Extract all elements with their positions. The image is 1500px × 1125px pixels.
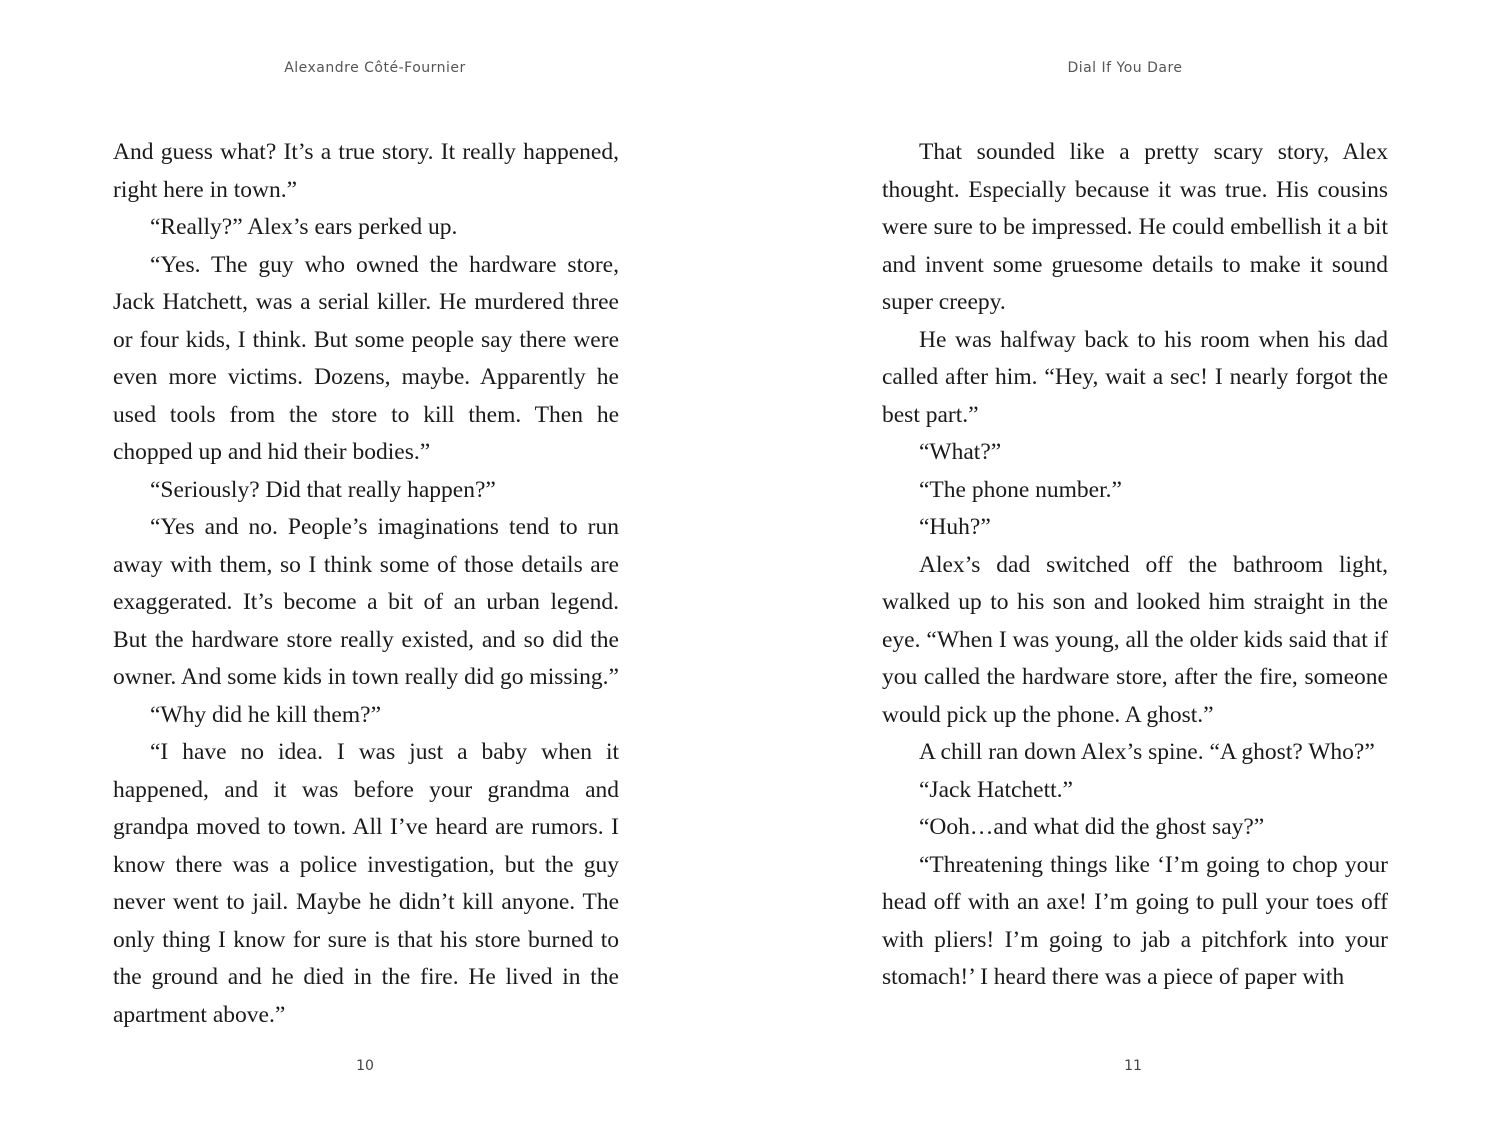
paragraph: “Seriously? Did that really happen?”: [150, 476, 496, 503]
paragraph: “Ooh…and what did the ghost say?”: [919, 814, 1265, 840]
paragraph: He was halfway back to his room when his dad called after him. “Hey, wait a sec! I nearly forgot the best part.”: [882, 326, 1388, 428]
paragraph: “Jack Hatchett.”: [919, 776, 1073, 803]
body-text: [882, 134, 1388, 997]
running-head-author: Alexandre Côté-Fournier: [284, 60, 466, 76]
paragraph: “Huh?”: [919, 514, 991, 540]
paragraph: A chill ran down Alex’s spine. “A ghost? Who?”: [919, 739, 1375, 765]
right-page: [750, 0, 1500, 1125]
running-head-title: Dial If You Dare: [1067, 60, 1183, 76]
paragraph: That sounded like a pretty scary story, Alex thought. Especially because it was true. His cousins were sure to be impressed. He could embellish it a bit and invent some gruesome details to make it sound super creepy.: [882, 139, 1388, 315]
paragraph: “The phone number.”: [919, 476, 1122, 503]
paragraph: “What?”: [919, 439, 1002, 465]
paragraph: “Threatening things like ‘I’m going to chop your head off with an axe! I’m going to pull your toes off with pliers! I’m going to jab a pitchfork into your stomach!’ I heard there was a piece of paper with: [882, 851, 1388, 990]
paragraph: “Yes and no. People’s imaginations tend to run away with them, so I think some of those details are exaggerated. It’s become a bit of an urban legend. But the hardware store really existed, and so did the owner. And some kids in town really did go missing.”: [113, 514, 619, 690]
page-number: 11: [1124, 1058, 1142, 1074]
paragraph: And guess what? It’s a true story. It really happened, right here in town.”: [113, 139, 619, 203]
body-text: [113, 134, 619, 1034]
paragraph: “Really?” Alex’s ears perked up.: [150, 214, 458, 240]
paragraph: “Yes. The guy who owned the hardware store, Jack Hatchett, was a serial killer. He murdered three or four kids, I think. But some people say there were even more victims. Dozens, maybe. Apparently he used tools from the store to kill them. Then he chopped up and hid their bodies.”: [113, 251, 619, 465]
paragraph: “I have no idea. I was just a baby when it happened, and it was before your grandma and grandpa moved to town. All I’ve heard are rumors. I know there was a police investigation, but the guy never went to jail. Maybe he didn’t kill anyone. The only thing I know for sure is that his store burned to the ground and he died in the fire. He lived in the apartment above.”: [113, 739, 619, 1028]
page-number: 10: [356, 1058, 374, 1074]
paragraph: “Why did he kill them?”: [150, 701, 382, 728]
paragraph: Alex’s dad switched off the bathroom light, walked up to his son and looked him straight in the eye. “When I was young, all the older kids said that if you called the hardware store, after the fire, someone would pick up the phone. A ghost.”: [882, 551, 1388, 728]
